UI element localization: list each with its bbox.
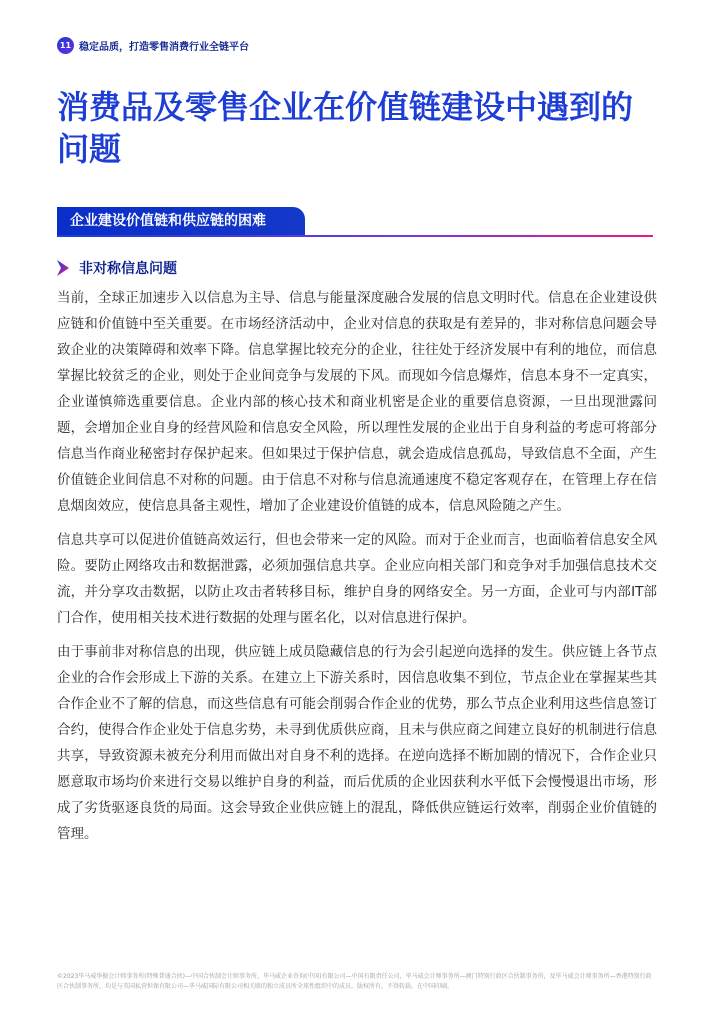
footer-disclaimer: ©2023毕马威华振会计师事务所(特殊普通合伙)—中国合伙制会计师事务所，毕马威企业咨询(中国)有限公司—中国有限责任公司，毕马威会计师事务所—澳门特别行政区合伙制事务所，及毕马威会计师事务所—香港特别行政区合伙制事务所，均是与英国私营担保有限公司—毕马威国际有限公司相关联的独立成员所全球性组织中的成员。版权所有，不得转载。在中国印刷。 bbox=[57, 973, 652, 990]
section-heading: 企业建设价值链和供应链的困难 bbox=[57, 207, 305, 235]
paragraph: 信息共享可以促进价值链高效运行，但也会带来一定的风险。而对于企业而言，也面临着信息安全风险。要防止网络攻击和数据泄露，必须加强信息共享。企业应向相关部门和竞争对手加强信息技术交流，并分享攻击数据，以防止攻击者转移目标，维护自身的网络安全。另一方面，企业可与内部IT部门合作，使用相关技术进行数据的处理与匿名化，以对信息进行保护。 bbox=[57, 532, 657, 626]
paragraph: 当前，全球正加速步入以信息为主导、信息与能量深度融合发展的信息文明时代。信息在企业建设供应链和价值链中至关重要。在市场经济活动中，企业对信息的获取是有差异的，非对称信息问题会导致企业的决策障碍和效率下降。信息掌握比较充分的企业，往往处于经济发展中有利的地位，而信息掌握比较贫乏的企业，则处于企业间竞争与发展的下风。而现如今信息爆炸，信息本身不一定真实，企业谨慎筛选重要信息。企业内部的核心技术和商业机密是企业的重要信息资源，一旦出现泄露问题，会增加企业自身的经营风险和信息安全风险，所以理性发展的企业出于自身利益的考虑可将部分信息当作商业秘密封存保护起来。但如果过于保护信息，就会造成信息孤岛，导致信息不全面，产生价值链企业间信息不对称的问题。由于信息不对称与信息流通速度不稳定客观存在，在管理上存在信息烟囱效应，使信息具备主观性，增加了企业建设价值链的成本，信息风险随之产生。 bbox=[57, 290, 657, 514]
subsection-heading bbox=[57, 258, 177, 278]
section-divider bbox=[57, 235, 653, 237]
page-number-badge: 11 bbox=[57, 37, 74, 54]
chevron-right-icon bbox=[57, 260, 69, 276]
running-header bbox=[57, 37, 249, 54]
section-heading-bar bbox=[57, 207, 653, 237]
running-title: 稳定品质，打造零售消费行业全链平台 bbox=[79, 42, 249, 53]
subsection-label: 非对称信息问题 bbox=[79, 261, 177, 277]
paragraph: 由于事前非对称信息的出现，供应链上成员隐藏信息的行为会引起逆向选择的发生。供应链上各节点企业的合作会形成上下游的关系。在建立上下游关系时，因信息收集不到位，节点企业在掌握某些其合作企业不了解的信息，而这些信息有可能会削弱合作企业的优势，那么节点企业利用这些信息签订合约，使得合作企业处于信息劣势，未寻到优质供应商，且未与供应商之间建立良好的机制进行信息共享，导致资源未被充分利用而做出对自身不利的选择。在逆向选择不断加剧的情况下，合作企业只愿意取市场均价来进行交易以维护自身的利益，而后优质的企业因获利水平低下会慢慢退出市场，形成了劣货驱逐良货的局面。这会导致企业供应链上的混乱，降低供应链运行效率，削弱企业价值链的管理。 bbox=[57, 644, 657, 842]
page-title: 消费品及零售企业在价值链建设中遇到的问题 bbox=[57, 88, 634, 168]
body-text bbox=[57, 285, 657, 855]
